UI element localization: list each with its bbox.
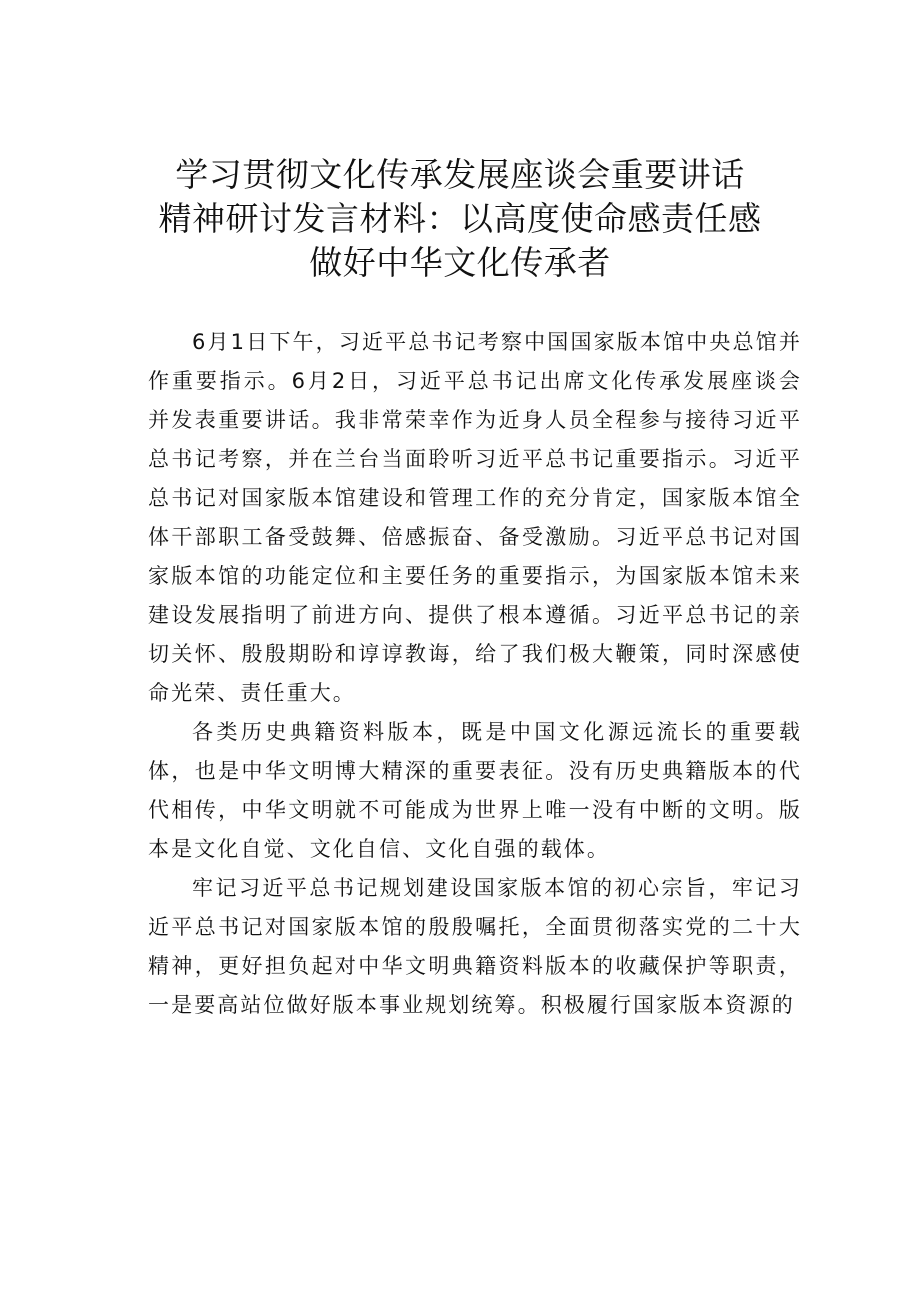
title-line-2: 精神研讨发言材料：以高度使命感责任感 [158, 199, 762, 238]
paragraph-3: 牢记习近平总书记规划建设国家版本馆的初心宗旨，牢记习近平总书记对国家版本馆的殷殷嘱托，全面贯彻落实党的二十大精神，更好担负起对中华文明典籍资料版本的收藏保护等职责，一是要高站位做好版本事业规划统筹。积极履行国家版本资源的 [148, 876, 802, 1017]
title-line-3: 做好中华文化传承者 [309, 243, 611, 282]
title-line-1: 学习贯彻文化传承发展座谈会重要讲话 [175, 155, 745, 194]
paragraph-1: 6月1日下午，习近平总书记考察中国国家版本馆中央总馆并作重要指示。6月2日，习近平总书记出席文化传承发展座谈会并发表重要讲话。我非常荣幸作为近身人员全程参与接待习近平总书记考察，并在兰台当面聆听习近平总书记重要指示。习近平总书记对国家版本馆建设和管理工作的充分肯定，国家版本馆全体干部职工备受鼓舞、倍感振奋、备受激励。习近平总书记对国家版本馆的功能定位和主要任务的重要指示，为国家版本馆未来建设发展指明了前进方向、提供了根本遵循。习近平总书记的亲切关怀、殷殷期盼和谆谆教诲，给了我们极大鞭策，同时深感使命光荣、责任重大。 [148, 330, 802, 705]
paragraph-2: 各类历史典籍资料版本，既是中国文化源远流长的重要载体，也是中华文明博大精深的重要表征。没有历史典籍版本的代代相传，中华文明就不可能成为世界上唯一没有中断的文明。版本是文化自觉、文化自信、文化自强的载体。 [148, 720, 802, 861]
document-body [148, 323, 802, 1025]
document-title [120, 153, 800, 285]
